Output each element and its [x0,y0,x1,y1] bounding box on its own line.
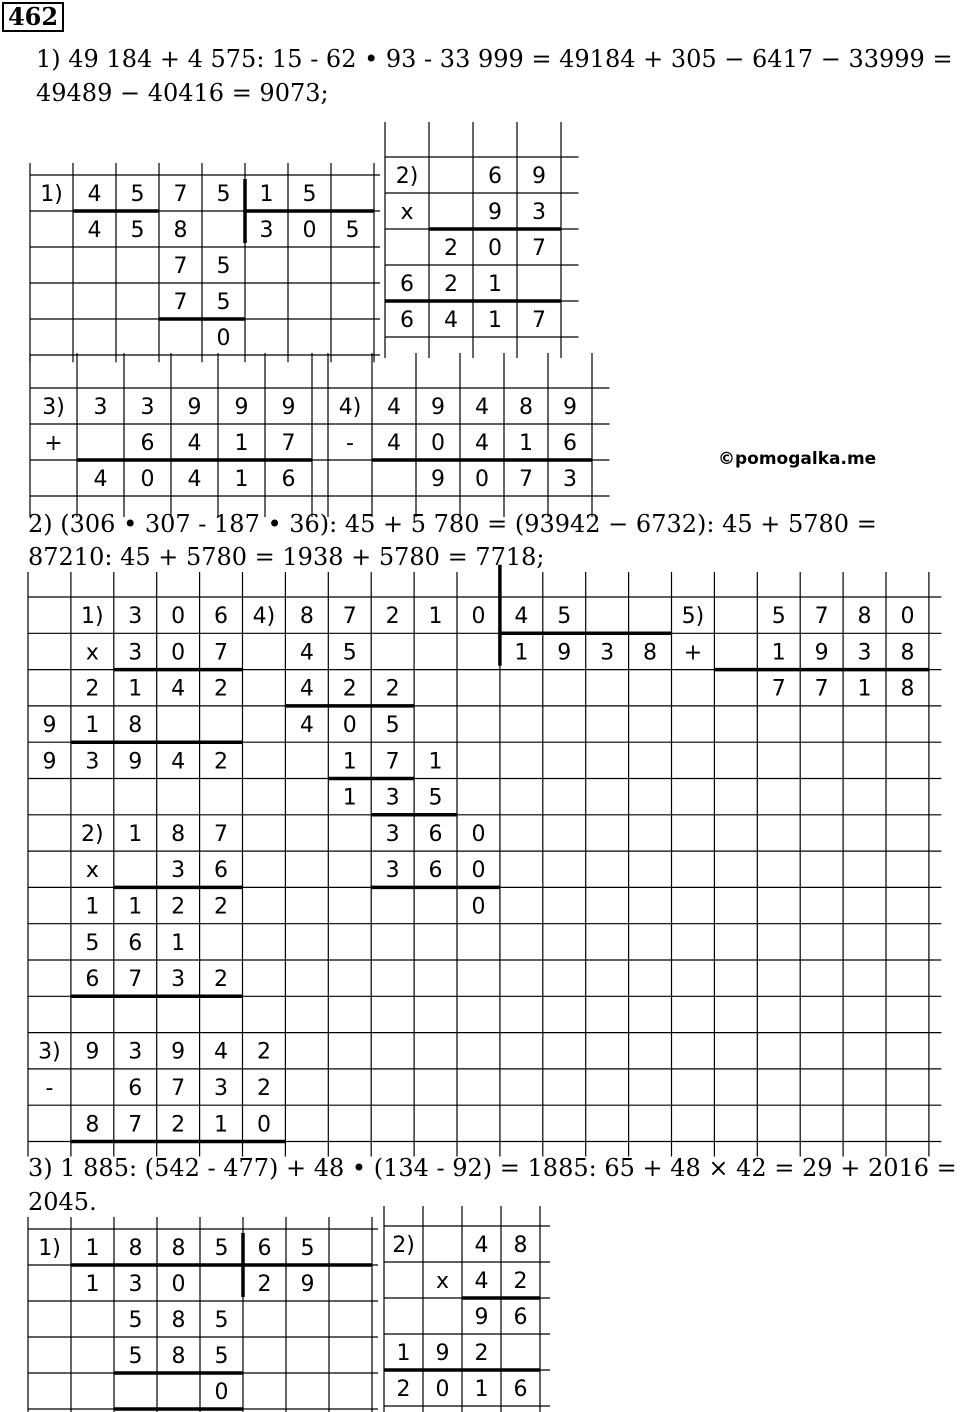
grid-cell-text: 9 [300,1271,315,1297]
grid-cell-text: 4 [444,307,458,333]
grid-cell-text: 4 [87,217,102,243]
grid-cell-text: 9 [187,394,202,420]
grid-cell-text: 5 [214,1307,229,1333]
grid-cell-text: 6 [563,430,577,456]
grid-cell-text: 5 [214,1343,229,1369]
grid-cell-text: 8 [299,604,314,630]
grid-cell-text: 2 [385,604,400,630]
grid-cell-text: 0 [488,235,502,261]
grid-cell-text: 0 [431,430,445,456]
task2-expression-line2: 87210: 45 + 5780 = 1938 + 5780 = 7718; [28,543,545,571]
grid-cell-text: 5 [342,640,357,666]
grid-cell-text: 5 [557,604,572,630]
grid-cell-text: 7 [814,604,829,630]
grid-cell-text: 4 [214,1039,229,1065]
grid-cell-text: 9 [563,394,577,420]
grid-cell-text: 4 [187,430,202,456]
grid-cell-text: 8 [171,1307,186,1333]
grid-cell-text: 7 [128,967,143,993]
grid-cell-text: 0 [256,1112,271,1138]
grid-cell-text: 8 [900,676,915,702]
grid-cell-text: 6 [513,1304,528,1330]
grid-cell-text: 6 [140,430,155,456]
grid-cell-text: 9 [85,1039,100,1065]
grid-cell-text: 5 [385,713,400,739]
grid-cell-text: x [400,199,414,225]
grid-cell-text: x [435,1268,450,1294]
grid-cell-text: 5 [128,1343,143,1369]
grid-cell-text: 9 [234,394,249,420]
grid-cell-text: 6 [128,1076,143,1102]
grid-cell-text: 0 [900,604,915,630]
grid-cell-text: 6 [400,307,414,333]
grid-cell-text: 3 [532,199,546,225]
grid-cell-text: 2 [396,1376,411,1402]
grid-cell-text: 7 [173,289,188,315]
grid-cell-text: 5 [128,1307,143,1333]
grid-cell-text: 1 [85,713,100,739]
grid-cell-text: 0 [216,325,231,351]
grid-cell-text: 8 [128,713,143,739]
grid-cell-text: 2 [385,676,400,702]
grid-cell-text: 0 [471,858,486,884]
grid-cell-text: 2 [474,1340,489,1366]
grid-cell-text: 8 [171,821,186,847]
grid-cell-text: 6 [400,271,414,297]
grid-cell-text: 0 [171,604,186,630]
grid-cell-text: 9 [488,199,502,225]
grid-cell-text: 9 [431,466,445,492]
grid-cell-text: 3 [93,394,108,420]
grid-cell-text: 3 [128,640,143,666]
grid-cell-text: 4 [514,604,529,630]
grid-cell-text: 7 [519,466,533,492]
grid-cell-text: 1 [128,894,143,920]
grid-cell-text: 1 [514,640,529,666]
grid-cell-text: 8 [173,217,188,243]
grid-cell-text: 6 [214,858,229,884]
grid-cell-text: 4 [474,1232,489,1258]
grid-cell-text: 3 [128,1039,143,1065]
grid-cell-text: 9 [42,749,57,775]
grid-cell-text: 2 [85,676,100,702]
grid-cell-text: 8 [171,1235,186,1261]
grid-cell-text: 0 [471,894,486,920]
task2-expression-line1: 2) (306 • 307 - 187 • 36): 45 + 5 780 = (93942 − 6732): 45 + 5780 = [28,510,877,538]
grid-cell-text: 5 [302,181,317,207]
grid-cell-text: 2) [81,821,104,847]
grid-cell-text: 6 [128,930,143,956]
grid-cell-text: 5 [216,289,231,315]
grid-cell-text: 3 [214,1076,229,1102]
grid-cell-text: 1 [771,640,786,666]
grid-cell-text: 7 [532,235,546,261]
grid-cell-text: 1 [128,676,143,702]
grid-cell-text: 2 [256,1076,271,1102]
grid-cell-text: 0 [171,1271,186,1297]
grid-cell-text: 4 [299,713,314,739]
grid-cell-text: 5 [85,930,100,956]
grid-cell-text: 4 [299,640,314,666]
grid-cell-text: 1 [214,1112,229,1138]
grid-cell-text: 4) [252,604,276,630]
grid-cell-text: 2 [513,1268,528,1294]
grid-cell-text: 7 [214,640,229,666]
grid-cell-text: 9 [532,163,546,189]
grid-cell-text: 0 [171,640,186,666]
grid-cell-text: 8 [643,640,658,666]
grid-cell-text: 1 [519,430,533,456]
grid-cell-text: 7 [532,307,546,333]
grid-cell-text: 4 [475,430,489,456]
grid-cell-text: 9 [814,640,829,666]
grid-cell-text: 0 [302,217,317,243]
grid-cell-text: 7 [771,676,786,702]
grid-cell-text: 0 [471,604,486,630]
grid-cell-text: 9 [42,713,57,739]
grid-cell-text: 2 [214,894,229,920]
grid-cell-text: 8 [128,1235,143,1261]
grid-cell-text: 1 [342,749,357,775]
grid-cell-text: 8 [85,1112,100,1138]
grid-cell-text: 2) [395,163,419,189]
grid-cell-text: 0 [435,1376,450,1402]
grid-cell-text: 4 [387,394,401,420]
grid-cell-text: 7 [281,430,296,456]
grid-cell-text: 8 [513,1232,528,1258]
grid-cell-text: 4 [475,394,489,420]
grid-cell-text: 4 [187,466,202,492]
task1-expression-line1: 1) 49 184 + 4 575: 15 - 62 • 93 - 33 999 = 49184 + 305 − 6417 − 33999 = [36,45,953,73]
grid-cell-text: 1 [259,181,274,207]
grid-cell-text: 9 [435,1340,450,1366]
grid-cell-text: 3 [128,1271,143,1297]
grid-cell-text: 0 [475,466,489,492]
grid-cell-text: 6 [85,967,100,993]
grid-cell-text: 1) [40,181,63,207]
grid-cell-text: 5 [300,1235,315,1261]
grid-cell-text: 3 [563,466,577,492]
grid-cell-text: 2 [444,235,458,261]
grid-cell-text: + [44,430,63,456]
grid-cell-text: 2 [444,271,458,297]
grid-cell-text: 5 [428,785,443,811]
grid-cell-text: 4 [93,466,108,492]
grid-cell-text: 6 [513,1376,528,1402]
grid-cell-text: 0 [471,821,486,847]
grid-cell-text: 1 [234,430,249,456]
grid-cell-text: 7 [173,181,188,207]
grid-cell-text: 9 [557,640,572,666]
grid-cell-text: 1 [85,894,100,920]
grid-cell-text: 3 [140,394,155,420]
grid-cell-text: 1 [396,1340,411,1366]
grid-cell-text: 5 [216,181,231,207]
grid-cell-text: 2 [256,1039,271,1065]
task3-expression-line2: 2045. [28,1188,97,1216]
grid-cell-text: 4 [387,430,401,456]
grid-cell-text: 7 [214,821,229,847]
grid-cell-text: 2 [214,967,229,993]
grid-cell-text: 6 [214,604,229,630]
grid-cell-text: 7 [173,253,188,279]
grid-cell-text: 3 [259,217,274,243]
grid-cell-text: 1 [171,930,186,956]
grid-cell-text: 7 [128,1112,143,1138]
grid-cell-text: 7 [171,1076,186,1102]
grid-cell-text: 7 [385,749,400,775]
grid-cell-text: 8 [171,1343,186,1369]
grid-cell-text: 2 [171,894,186,920]
grid-cell-text: 2 [342,676,357,702]
watermark: ©pomogalka.me [718,449,877,469]
task3-expression-line1: 3) 1 885: (542 - 477) + 48 • (134 - 92) = 1885: 65 + 48 × 42 = 29 + 2016 = [28,1154,957,1182]
grid-cell-text: + [683,640,703,666]
grid-cell-text: 4 [171,676,186,702]
grid-cell-text: 1 [128,821,143,847]
task1-expression-line2: 49489 − 40416 = 9073; [36,79,329,107]
grid-cell-text: 7 [342,604,357,630]
grid-cell-text: 4 [299,676,314,702]
grid-cell-text: x [85,640,99,666]
grid-cell-text: 8 [857,604,872,630]
grid-cell-text: 3 [600,640,615,666]
grid-cell-text: 3 [128,604,143,630]
grid-cell-text: 5 [771,604,786,630]
grid-cell-text: 1) [81,604,104,630]
grid-cell-text: 1 [342,785,357,811]
grid-cell-text: 7 [814,676,829,702]
grid-cell-text: 9 [281,394,296,420]
grid-cell-text: 6 [428,858,443,884]
grid-cell-text: 1 [234,466,249,492]
grid-cell-text: 2 [214,749,229,775]
grid-cell-text: 4 [87,181,102,207]
grid-cell-text: 1 [85,1235,100,1261]
grid-cell-text: 3 [171,858,186,884]
grid-cell-text: 8 [519,394,533,420]
exercise-number: 462 [2,2,64,32]
grid-cell-text: 1 [428,604,443,630]
grid-cell-text: 3 [857,640,872,666]
grid-cell-text: 3) [38,1039,61,1065]
grid-cell-text: 5 [214,1235,229,1261]
grid-cell-text: 4 [474,1268,489,1294]
grid-cell-text: 4) [338,394,362,420]
grid-cell-text: 3) [42,394,65,420]
grid-cell-text: 1 [857,676,872,702]
grid-cell-text: 1 [428,749,443,775]
grid-cell-text: 3 [385,858,400,884]
grid-cell-text: 1) [38,1235,61,1261]
grid-cell-text: 4 [171,749,186,775]
grid-cell-text: 5 [130,217,145,243]
grid-cell-text: 5) [681,604,705,630]
grid-cell-text: 3 [85,749,100,775]
grid-cell-text: 9 [431,394,445,420]
grid-cell-text: 6 [488,163,502,189]
grid-cell-text: 0 [140,466,155,492]
grid-cell-text: 1 [85,1271,100,1297]
grid-cell-text: 5 [130,181,145,207]
grid-cell-text: 3 [385,821,400,847]
grid-cell-text: x [85,858,99,884]
grid-cell-text: 3 [385,785,400,811]
grid-cell-text: 1 [488,307,502,333]
grid-cell-text: 8 [900,640,915,666]
grid-cell-text: 6 [281,466,296,492]
grid-cell-text: 0 [342,713,357,739]
grid-cell-text: 3 [171,967,186,993]
grid-cell-text: 2 [257,1271,272,1297]
grid-cell-text: 6 [257,1235,272,1261]
grid-cell-text: - [346,430,354,456]
grid-cell-text: 9 [171,1039,186,1065]
grid-cell-text: 1 [488,271,502,297]
grid-cell-text: 2 [171,1112,186,1138]
grid-cell-text: - [45,1076,54,1102]
grid-cell-text: 2) [392,1232,415,1258]
grid-cell-text: 2 [214,676,229,702]
grid-cell-text: 0 [214,1379,229,1405]
grid-cell-text: 6 [428,821,443,847]
grid-cell-text: 5 [216,253,231,279]
grid-cell-text: 1 [474,1376,489,1402]
grid-cell-text: 5 [345,217,360,243]
grid-cell-text: 9 [474,1304,489,1330]
grid-cell-text: 9 [128,749,143,775]
